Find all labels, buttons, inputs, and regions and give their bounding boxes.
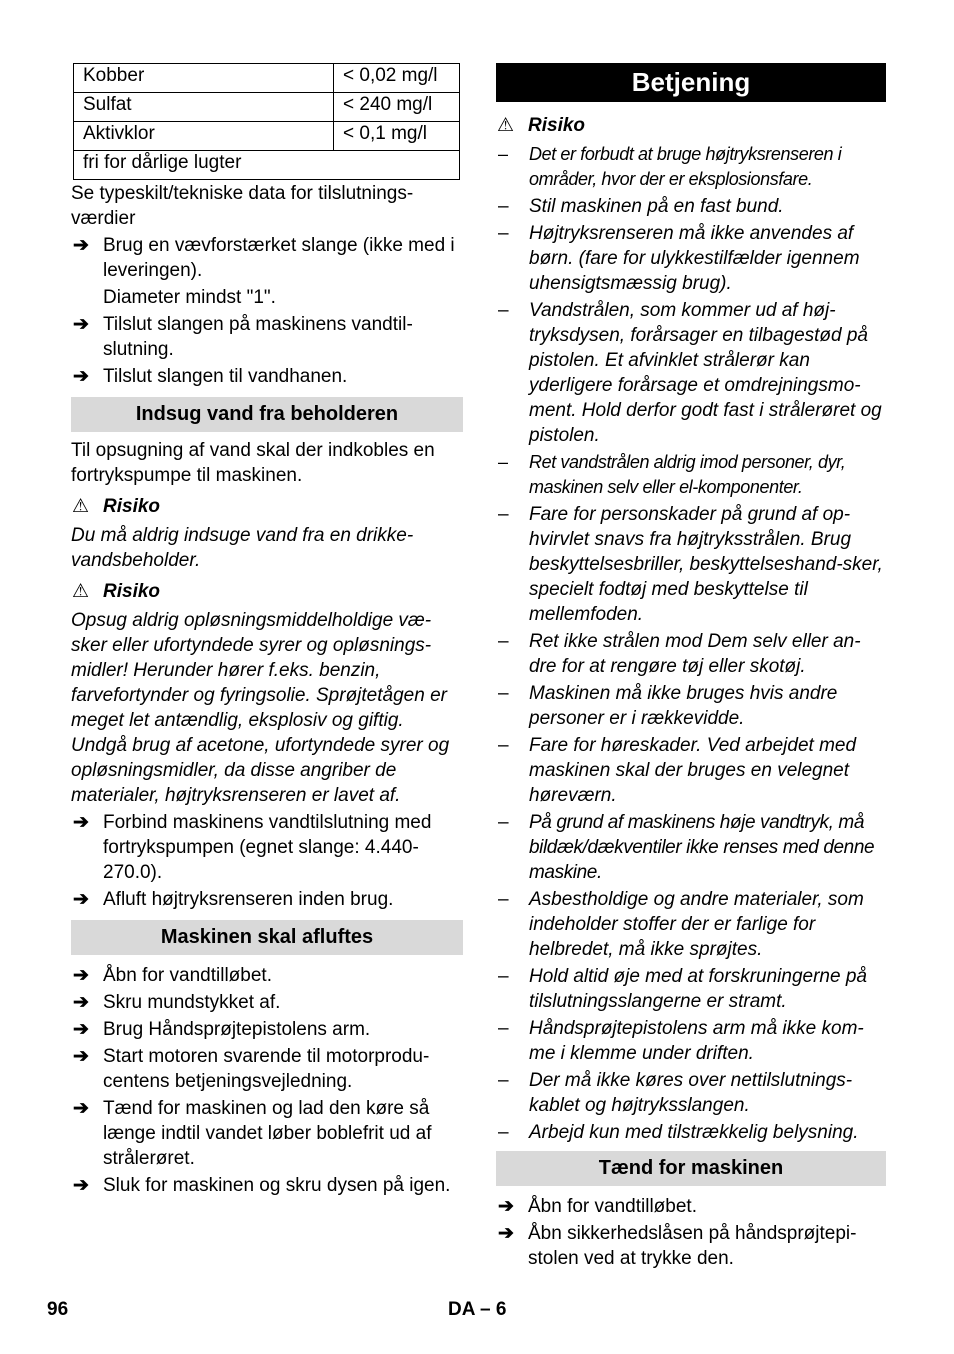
list-item: – Stil maskinen på en fast bund. — [498, 196, 784, 217]
step-text: Tilslut slangen til vandhanen. — [103, 366, 348, 387]
arrow-icon: ➔ — [73, 1175, 89, 1196]
step-text: Åbn for vandtilløbet. — [103, 965, 272, 986]
step-text: Tilslut slangen på maskinens vandtil-slutning. — [103, 314, 413, 360]
page-title: Betjening — [496, 63, 886, 102]
step-text: Forbind maskinens vandtilslutning med fortrykspumpen (egnet slange: 4.440-270.0). — [103, 812, 432, 883]
risk-text: Opsug aldrig opløsningsmiddelholdige væ-sker eller ufortyndede syrer og opløsnings-midler! Herunder hører f.eks. benzin, farvefortynder og fyringsolie. Sprøjtetågen er meget let antændlig, eksplosiv og giftig. Undgå brug af acetone, ufortyndede syrer og opløsningsmidler, da disse angriber de materialer, højtryksrenseren er lavet af. — [71, 610, 450, 806]
arrow-icon: ➔ — [498, 1196, 514, 1217]
list-item — [71, 1017, 463, 1042]
step-text: Åbn sikkerhedslåsen på håndsprøjtepi-stolen ved at trykke den. — [528, 1223, 857, 1269]
list-item: – Det er forbudt at bruge højtryksrenseren i områder, hvor der er eksplosionsfare. — [498, 144, 842, 189]
table-row — [74, 64, 460, 93]
list-item: – På grund af maskinens høje vandtryk, må bildæk/dækventiler ikke renses med denne maskine. — [498, 812, 875, 883]
arrow-icon: ➔ — [73, 992, 89, 1013]
list-item — [71, 887, 463, 912]
left-column — [71, 63, 463, 1198]
list-item: – Der må ikke køres over nettilslutnings-kablet og højtryksslangen. — [498, 1070, 853, 1116]
list-item — [496, 1221, 886, 1271]
risk-text: Du må aldrig indsuge vand fra en drikke-vandsbeholder. — [71, 525, 414, 571]
risk-label: ⚠ Risiko — [72, 581, 161, 602]
arrow-icon: ➔ — [73, 1019, 89, 1040]
arrow-icon: ➔ — [73, 314, 89, 335]
table-cell-value: < 0,02 mg/l — [334, 64, 460, 93]
step-text: Sluk for maskinen og skru dysen på igen. — [103, 1175, 451, 1196]
risk-label: ⚠ Risiko — [497, 115, 586, 136]
section-heading-indsug: Indsug vand fra beholderen — [71, 397, 463, 432]
step-text: Start motoren svarende til motorprodu-centens betjeningsvejledning. — [103, 1046, 430, 1092]
table-cell-value: < 0,1 mg/l — [334, 122, 460, 151]
list-item: – Ret ikke strålen mod Dem selv eller an-dre for at rengøre tøj eller skotøj. — [498, 631, 861, 677]
list-item — [71, 1173, 463, 1198]
list-item — [71, 963, 463, 988]
list-item: – Fare for høreskader. Ved arbejdet med maskinen skal der bruges en velegnet høreværn. — [498, 735, 857, 806]
step-text: Afluft højtryksrenseren inden brug. — [103, 889, 394, 910]
water-quality-table — [73, 63, 460, 180]
risk-label: ⚠ Risiko — [72, 496, 161, 517]
section-text: Til opsugning af vand skal der indkobles en fortrykspumpe til maskinen. — [71, 440, 435, 486]
arrow-icon: ➔ — [498, 1223, 514, 1244]
list-item: – Håndsprøjtepistolens arm må ikke kom-me i klemme under driften. — [498, 1018, 864, 1064]
table-cell-label: Kobber — [74, 64, 334, 93]
arrow-icon: ➔ — [73, 1046, 89, 1067]
warning-triangle-icon: ⚠ — [497, 115, 515, 136]
list-item — [71, 1044, 463, 1094]
list-item — [496, 1194, 886, 1219]
diameter-note: Diameter mindst "1". — [103, 287, 276, 308]
arrow-icon: ➔ — [73, 235, 89, 256]
list-item — [71, 810, 463, 885]
page-number: 96 — [47, 1299, 69, 1320]
intro-text: Se typeskilt/tekniske data for tilslutnings-værdier — [71, 183, 414, 229]
warning-triangle-icon: ⚠ — [72, 581, 90, 602]
table-cell-label: Sulfat — [74, 93, 334, 122]
arrow-icon: ➔ — [73, 1098, 89, 1119]
step-text: Tænd for maskinen og lad den køre så længe indtil vandet løber boblefrit ud af strålerøret. — [103, 1098, 432, 1169]
list-item: – Asbestholdige og andre materialer, som indeholder stoffer der er farlige for helbredet, må ikke sprøjtes. — [498, 889, 864, 960]
list-item: – Maskinen må ikke bruges hvis andre personer er i rækkevidde. — [498, 683, 838, 729]
step-text: Åbn for vandtilløbet. — [528, 1196, 697, 1217]
arrow-icon: ➔ — [73, 889, 89, 910]
step-text: Skru mundstykket af. — [103, 992, 281, 1013]
list-item — [71, 233, 463, 283]
safety-list — [496, 142, 886, 1145]
table-row — [74, 93, 460, 122]
warning-triangle-icon: ⚠ — [72, 496, 90, 517]
list-item: – Højtryksrenseren må ikke anvendes af børn. (fare for ulykkestilfælder igennem uhensigtsmæssig brug). — [498, 223, 860, 294]
section-heading-taend: Tænd for maskinen — [496, 1151, 886, 1186]
list-item: – Arbejd kun med tilstrækkelig belysning. — [498, 1122, 859, 1143]
arrow-icon: ➔ — [73, 812, 89, 833]
table-row — [74, 151, 460, 180]
list-item: – Ret vandstrålen aldrig imod personer, dyr, maskinen selv eller el-komponenter. — [498, 452, 846, 497]
arrow-icon: ➔ — [73, 366, 89, 387]
table-cell-note: fri for dårlige lugter — [74, 151, 460, 180]
step-text: Brug en vævforstærket slange (ikke med i leveringen). — [103, 235, 455, 281]
table-row — [74, 122, 460, 151]
list-item: – Vandstrålen, som kommer ud af høj-tryksdysen, forårsager en tilbagestød på pistolen. Et afvinklet strålerør kan yderligere forårsage et omdrejningsmo-ment. Hold derfor godt fast i strålerøret og pistolen. — [498, 300, 882, 446]
table-cell-label: Aktivklor — [74, 122, 334, 151]
list-item — [71, 1096, 463, 1171]
list-item — [71, 312, 463, 362]
arrow-icon: ➔ — [73, 965, 89, 986]
section-code: DA – 6 — [448, 1299, 507, 1320]
right-column — [496, 63, 886, 1271]
list-item: – Hold altid øje med at forskruningerne på tilslutningsslangerne er stramt. — [498, 966, 867, 1012]
list-item — [71, 364, 463, 389]
list-item: – Fare for personskader på grund af op-hvirvlet snavs fra højtryksstrålen. Brug beskyttelsesbriller, beskyttelseshand-sker, specielt fodtøj med beskyttelse til mellemfoden. — [498, 504, 883, 625]
section-heading-afluftes: Maskinen skal afluftes — [71, 920, 463, 955]
list-item — [71, 990, 463, 1015]
step-text: Brug Håndsprøjtepistolens arm. — [103, 1019, 371, 1040]
table-cell-value: < 240 mg/l — [334, 93, 460, 122]
